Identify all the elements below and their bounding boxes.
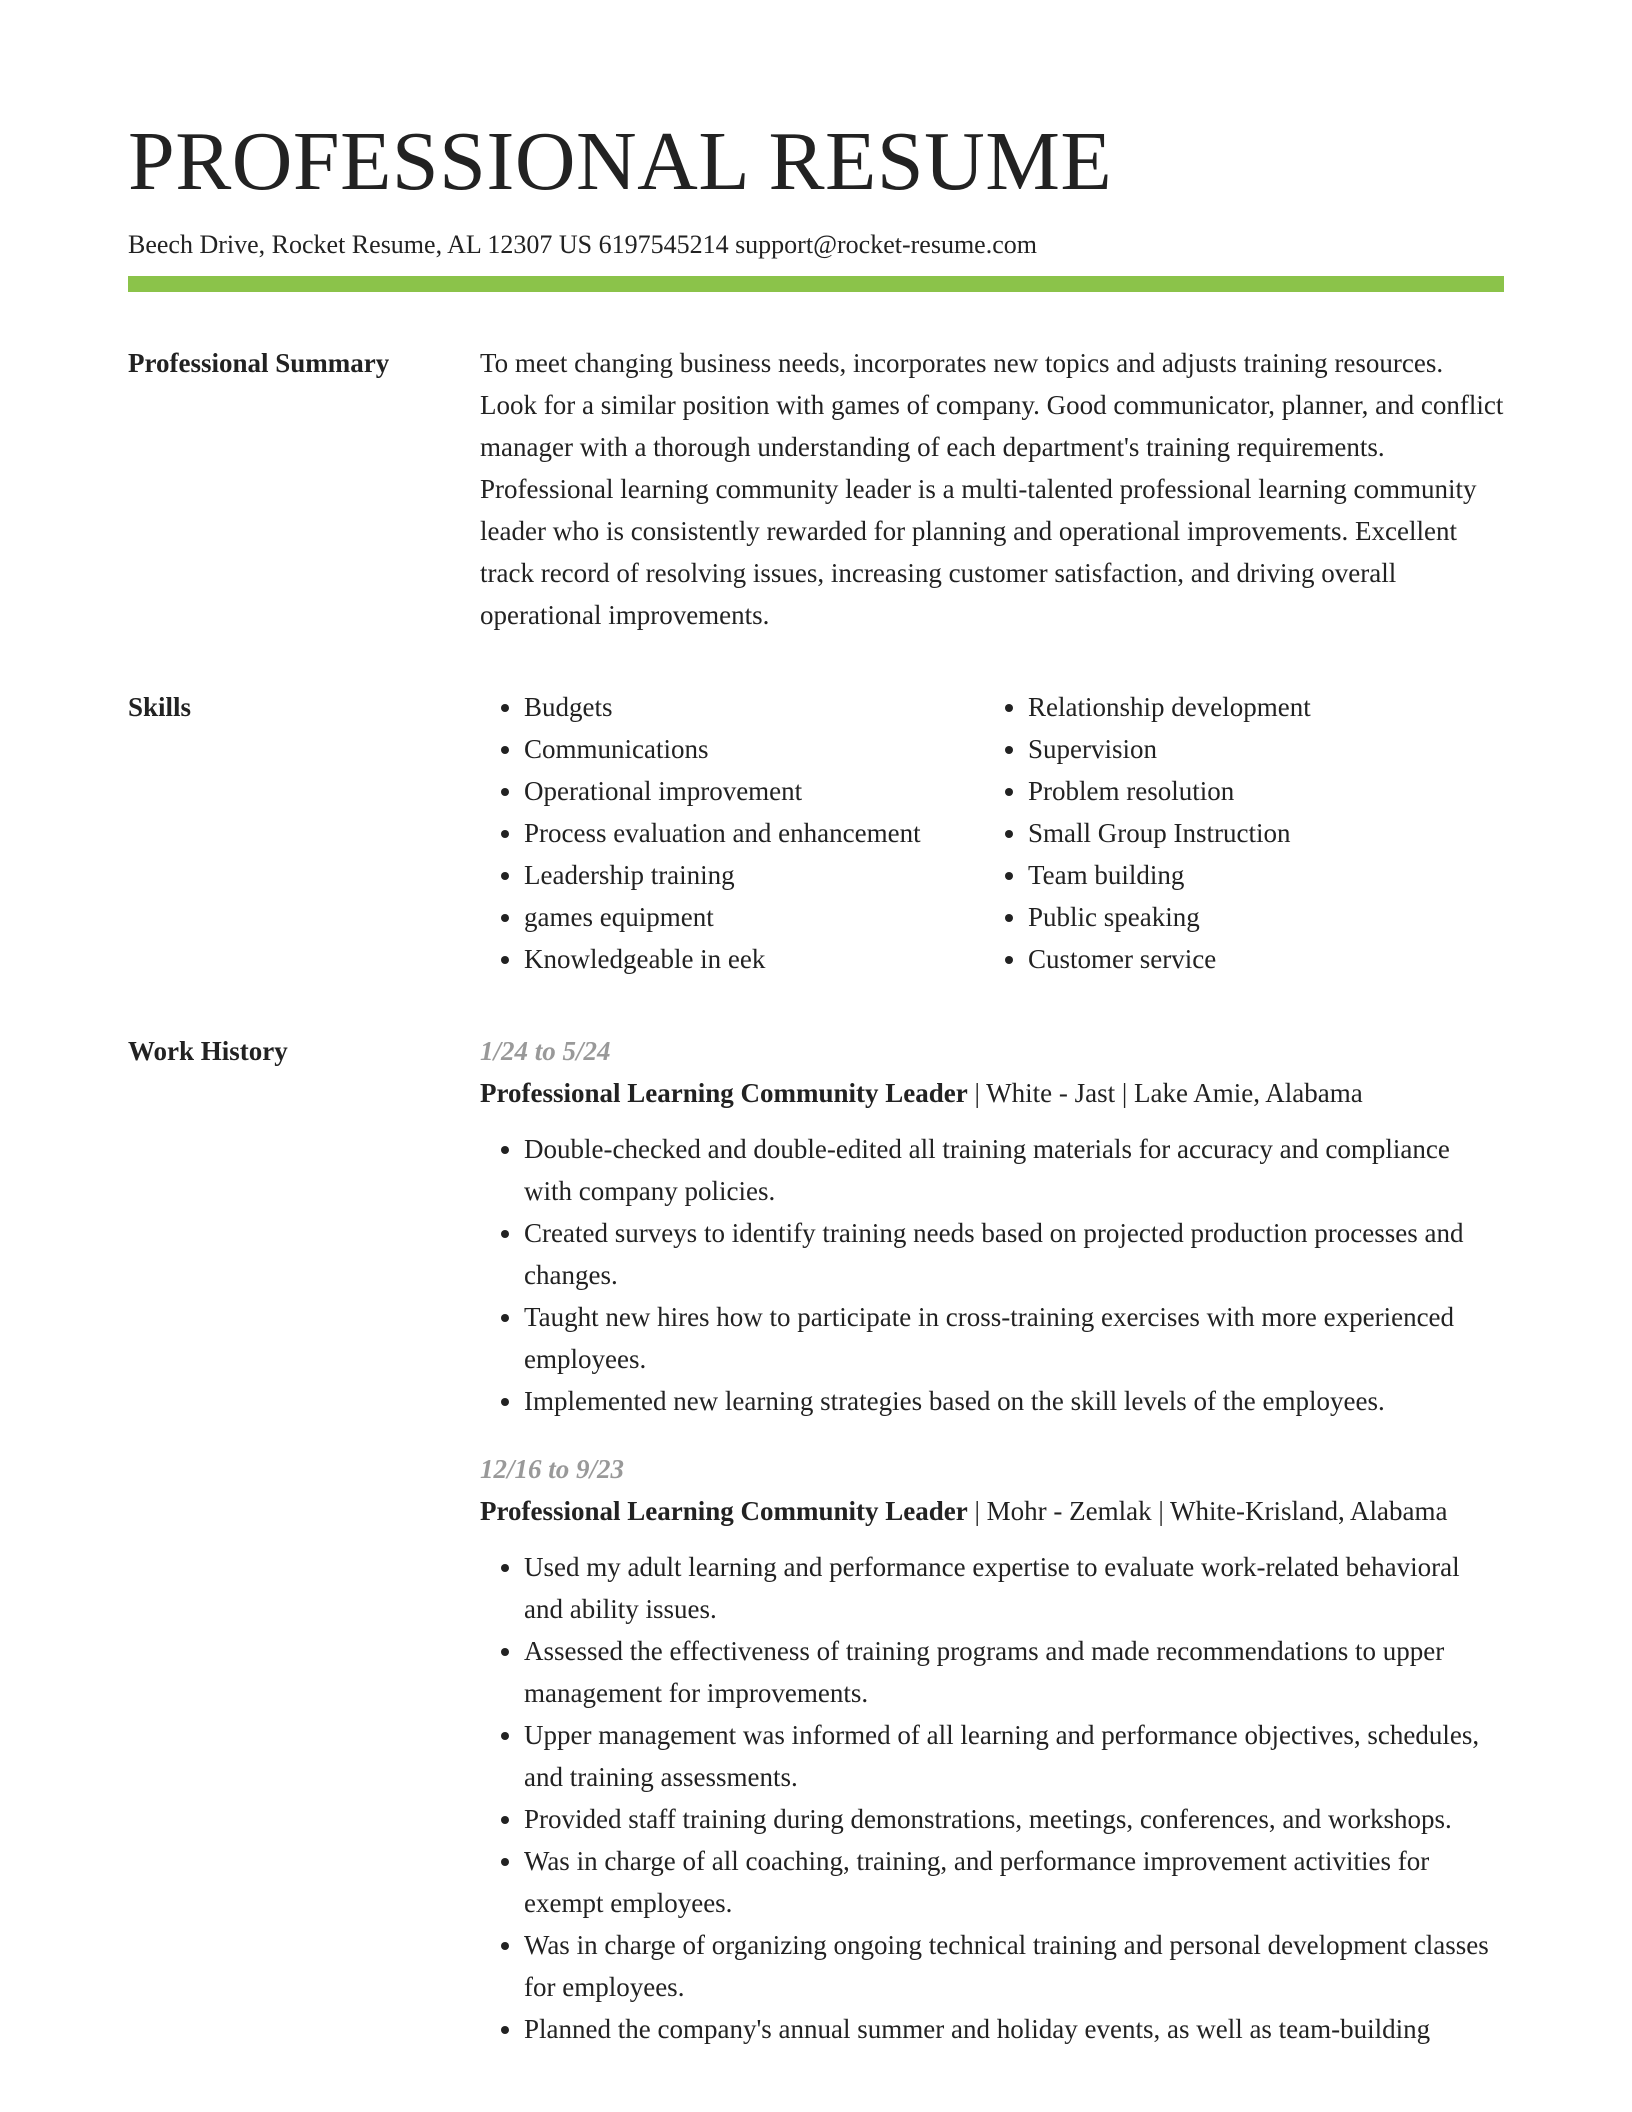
work-history-heading: Work History <box>128 1036 288 1066</box>
job-bullet: • Created surveys to identify training needs based on projected production processes and changes. <box>524 1212 1504 1296</box>
summary-section <box>128 342 1504 636</box>
job-bullet: • Taught new hires how to participate in cross-training exercises with more experienced employees. <box>524 1296 1504 1380</box>
skill-item: • Problem resolution <box>1028 770 1504 812</box>
skills-section <box>128 686 1504 980</box>
skills-heading: Skills <box>128 692 192 722</box>
skill-item: • Customer service <box>1028 938 1504 980</box>
resume-name: PROFESSIONAL RESUME <box>128 115 1113 208</box>
job-bullet-list <box>480 1128 1504 1422</box>
skill-item: • Supervision <box>1028 728 1504 770</box>
job-bullet: • Planned the company's annual summer and holiday events, as well as team-building <box>524 2008 1504 2050</box>
jobs-list <box>480 1030 1504 2076</box>
skill-item: • Process evaluation and enhancement <box>524 812 984 854</box>
skill-item: • Communications <box>524 728 984 770</box>
contact-line: Beech Drive, Rocket Resume, AL 12307 US 6197545214 support@rocket-resume.com <box>128 230 1037 259</box>
job-dates: 1/24 to 5/24 <box>480 1036 611 1066</box>
summary-text: To meet changing business needs, incorporates new topics and adjusts training resources. Look for a similar position with games of company. Good communicator, planner, and conflict manager with a thorough understanding of each department's training requirements. Professional learning community leader is a multi-talented professional learning community leader who is consistently rewarded for planning and operational improvements. Excellent track record of resolving issues, increasing customer satisfaction, and driving overall operational improvements. <box>480 348 1504 630</box>
job-bullet: • Implemented new learning strategies based on the skill levels of the employees. <box>524 1380 1504 1422</box>
job-bullet: • Upper management was informed of all learning and performance objectives, schedules, and training assessments. <box>524 1714 1504 1798</box>
job-bullet: • Used my adult learning and performance expertise to evaluate work-related behavioral and ability issues. <box>524 1546 1504 1630</box>
skill-item: • Knowledgeable in eek <box>524 938 984 980</box>
job-bullet: • Was in charge of all coaching, training, and performance improvement activities for exempt employees. <box>524 1840 1504 1924</box>
resume-page <box>128 115 1504 2076</box>
job-employer-location: | Mohr - Zemlak | White-Krisland, Alabama <box>967 1496 1448 1526</box>
skill-item: • Relationship development <box>1028 686 1504 728</box>
job-heading <box>480 1072 1504 1114</box>
skills-list-left <box>480 686 984 980</box>
skill-item: • Public speaking <box>1028 896 1504 938</box>
job-bullet: • Provided staff training during demonstrations, meetings, conferences, and workshops. <box>524 1798 1504 1840</box>
skill-item: • Small Group Instruction <box>1028 812 1504 854</box>
job-entry <box>480 1030 1504 1422</box>
job-entry <box>480 1448 1504 2050</box>
work-history-section <box>128 1030 1504 2076</box>
skill-item: • Leadership training <box>524 854 984 896</box>
skill-item: • games equipment <box>524 896 984 938</box>
job-title: Professional Learning Community Leader <box>480 1078 968 1108</box>
skills-list-right <box>984 686 1504 980</box>
job-bullet-list <box>480 1546 1504 2050</box>
job-title: Professional Learning Community Leader <box>480 1496 968 1526</box>
job-dates: 12/16 to 9/23 <box>480 1454 625 1484</box>
skill-item: • Operational improvement <box>524 770 984 812</box>
job-heading <box>480 1490 1504 1532</box>
job-bullet: • Was in charge of organizing ongoing technical training and personal development classes for employees. <box>524 1924 1504 2008</box>
job-employer-location: | White - Jast | Lake Amie, Alabama <box>967 1078 1363 1108</box>
job-bullet: • Double-checked and double-edited all training materials for accuracy and compliance with company policies. <box>524 1128 1504 1212</box>
skill-item: • Budgets <box>524 686 984 728</box>
accent-divider <box>128 276 1504 292</box>
skill-item: • Team building <box>1028 854 1504 896</box>
summary-heading: Professional Summary <box>128 348 390 378</box>
job-bullet: • Assessed the effectiveness of training programs and made recommendations to upper management for improvements. <box>524 1630 1504 1714</box>
